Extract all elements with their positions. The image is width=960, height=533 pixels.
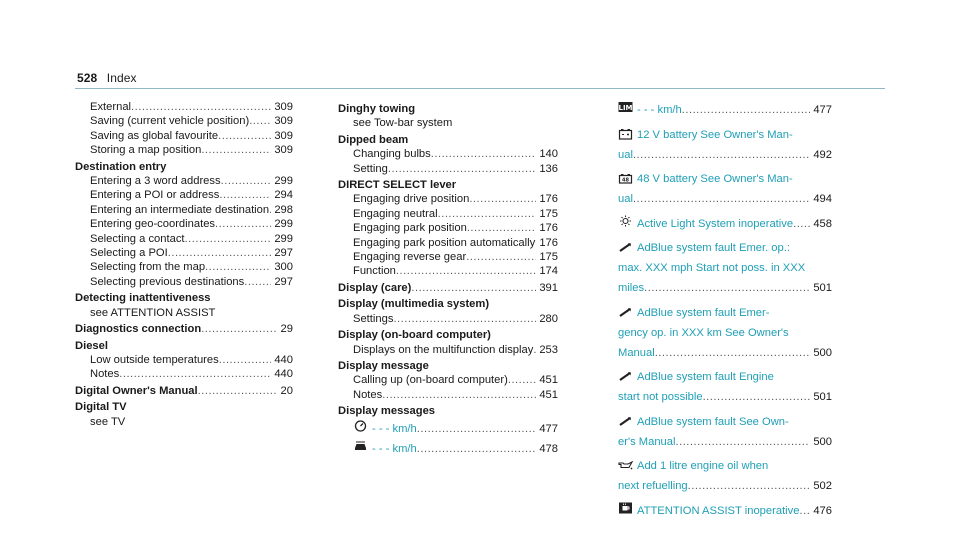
leader-dots [185, 232, 272, 246]
message-text: Add 1 litre engine oil when [637, 460, 769, 472]
entry-line [618, 100, 832, 120]
entry-line [618, 323, 832, 343]
entry-line [618, 125, 832, 145]
page-reference: 391 [539, 281, 558, 294]
adblue-icon [618, 306, 633, 318]
leader-dots [198, 384, 278, 398]
page-reference: 253 [539, 343, 558, 356]
page-reference: 176 [539, 193, 558, 206]
leader-dots [393, 312, 536, 326]
page-reference: 440 [274, 368, 293, 381]
svg-text:48: 48 [622, 177, 629, 184]
message-text: ATTENTION ASSIST inoperative [637, 504, 800, 517]
display-message-entry [618, 456, 832, 496]
page-reference: 140 [539, 148, 558, 161]
leader-dots [466, 250, 536, 264]
page-reference: 297 [274, 247, 293, 260]
index-subentry [338, 373, 558, 387]
page-reference: 297 [274, 275, 293, 288]
entry-text: Storing a map position [90, 144, 202, 157]
index-column-3 [618, 100, 832, 525]
index-subentry [75, 114, 293, 128]
leader-dots [535, 236, 536, 250]
display-message-entry [618, 238, 832, 298]
page-reference: 174 [539, 265, 558, 278]
entry-text: Calling up (on-board computer) [353, 374, 508, 387]
see-reference: see TV [90, 415, 126, 428]
index-subentry [75, 143, 293, 157]
leader-dots [508, 373, 536, 387]
light-sun-icon [618, 215, 633, 227]
page-reference: 494 [813, 193, 832, 205]
entry-line [618, 169, 832, 189]
entry-text: Notes [353, 388, 383, 401]
leader-dots [221, 174, 272, 188]
page-reference: 20 [280, 384, 293, 397]
entry-line [618, 145, 832, 165]
index-heading-entry [75, 322, 293, 336]
entry-line [618, 476, 832, 496]
page-reference: 175 [539, 251, 558, 264]
entry-text: Notes [90, 368, 120, 381]
entry-line [618, 214, 832, 234]
entry-text: Digital Owner's Manual [75, 384, 198, 397]
leader-dots [205, 260, 271, 274]
page-reference: 502 [813, 480, 832, 492]
display-message-entry [618, 169, 832, 209]
leader-dots [215, 217, 271, 231]
entry-text: - - - km/h [372, 422, 417, 435]
display-message-entry [618, 501, 832, 521]
see-reference: see ATTENTION ASSIST [90, 306, 216, 319]
page-reference: 492 [813, 148, 832, 161]
index-heading: DIRECT SELECT lever [338, 179, 457, 192]
leader-dots [688, 476, 811, 496]
message-text: next refuelling [618, 480, 688, 492]
index-subentry [338, 192, 558, 206]
entry-line [618, 238, 832, 258]
page-reference: 451 [539, 388, 558, 401]
leader-dots [244, 275, 271, 289]
page-reference: 309 [274, 101, 293, 113]
entry-text: Engaging drive position [353, 193, 470, 206]
entry-text: Diagnostics connection [75, 323, 202, 336]
display-message-entry [618, 100, 832, 120]
leader-dots [218, 129, 271, 143]
index-subentry [75, 232, 293, 246]
message-text: Manual [618, 346, 655, 359]
page-reference: 477 [539, 422, 558, 435]
index-heading: Dinghy towing [338, 103, 416, 115]
entry-line [618, 278, 832, 298]
leader-dots [431, 147, 537, 161]
entry-text: Saving (current vehicle position) [90, 115, 250, 128]
message-text: gency op. in XXX km See Owner's [618, 326, 789, 339]
leader-dots [382, 388, 536, 402]
page-reference: 451 [539, 374, 558, 387]
leader-dots [467, 221, 537, 235]
index-heading: Digital TV [75, 401, 127, 414]
page-reference: 176 [539, 222, 558, 235]
leader-dots [388, 162, 536, 176]
entry-text: Selecting a POI [90, 247, 168, 260]
index-subentry [75, 174, 293, 188]
index-column-1 [75, 100, 293, 429]
page-reference: 478 [539, 442, 558, 455]
page-reference: 309 [274, 129, 293, 142]
leader-dots [682, 100, 811, 120]
adblue-icon [618, 241, 633, 253]
message-text: AdBlue system fault Emer- [637, 306, 770, 319]
page-reference: 309 [274, 115, 293, 128]
entry-line [618, 456, 832, 476]
entry-text: Displays on the multifunction display [353, 343, 534, 356]
index-subentry [338, 312, 558, 326]
index-subentry [75, 260, 293, 274]
leader-dots [411, 281, 536, 295]
entry-text: Engaging neutral [353, 207, 438, 220]
entry-text: Selecting previous destinations [90, 275, 245, 288]
display-message-entry [618, 412, 832, 452]
distance-assist-car-icon [353, 440, 368, 452]
page-reference: 280 [539, 312, 558, 325]
svg-text:LIM: LIM [618, 103, 633, 112]
index-subentry [338, 343, 558, 357]
page-reference: 476 [813, 504, 832, 517]
entry-line [618, 432, 832, 452]
page-reference: 299 [274, 232, 293, 245]
leader-dots [438, 207, 537, 221]
page-reference: 298 [274, 203, 293, 216]
leader-dots [219, 188, 271, 202]
entry-text: Low outside temperatures [90, 353, 219, 366]
coffee-cup-icon [618, 502, 633, 514]
entry-text: Saving as global favourite [90, 129, 219, 142]
entry-text: Function [353, 265, 396, 278]
adblue-icon [618, 415, 633, 427]
index-icon-entry [338, 419, 558, 439]
speed-limit-cruise-icon [353, 420, 368, 432]
message-text: AdBlue system fault See Own- [637, 415, 789, 428]
leader-dots [168, 246, 272, 260]
index-subentry [338, 162, 558, 176]
message-text: miles [618, 282, 645, 294]
leader-dots [533, 343, 536, 357]
message-text: max. XXX mph Start not poss. in XXX [618, 262, 806, 274]
entry-text: Settings [353, 312, 394, 325]
message-text: 48 V battery See Owner's Man- [637, 173, 793, 185]
section-title: Index [106, 71, 137, 85]
leader-dots [269, 203, 271, 217]
page-number: 528 [77, 71, 98, 85]
page-reference: 294 [274, 189, 293, 202]
display-message-entry [618, 367, 832, 407]
index-subentry [75, 203, 293, 217]
page-reference: 299 [274, 175, 293, 188]
index-subentry [75, 246, 293, 260]
entry-line [618, 343, 832, 363]
entry-text: External [90, 101, 132, 113]
entry-text: Engaging reverse gear [353, 251, 467, 264]
index-heading: Dipped beam [338, 133, 409, 146]
entry-line [618, 258, 832, 278]
leader-dots [469, 192, 536, 206]
leader-dots [655, 343, 811, 363]
index-subentry [338, 207, 558, 221]
page-reference: 309 [274, 144, 293, 157]
leader-dots [675, 432, 810, 452]
entry-line [618, 189, 832, 209]
entry-text: Entering a POI or address [90, 189, 220, 202]
oil-can-icon [618, 459, 633, 471]
header-rule [75, 88, 885, 89]
entry-line [618, 303, 832, 323]
index-heading: Display (multimedia system) [338, 298, 490, 311]
index-subentry [75, 217, 293, 231]
display-message-entry [618, 303, 832, 363]
message-text: ual [618, 193, 633, 205]
see-reference: see Tow-bar system [353, 117, 453, 130]
page-reference: 136 [539, 162, 558, 175]
page-reference: 501 [813, 391, 832, 403]
page-reference: 175 [539, 207, 558, 220]
page-header [77, 71, 137, 85]
entry-text: Selecting from the map [90, 261, 206, 274]
page-reference: 299 [274, 218, 293, 231]
index-subentry [75, 353, 293, 367]
leader-dots [131, 100, 271, 114]
leader-dots [633, 189, 810, 209]
entry-line [618, 412, 832, 432]
index-heading: Display messages [338, 405, 436, 418]
adblue-icon [618, 370, 633, 382]
message-text: - - - km/h [637, 104, 682, 116]
leader-dots [417, 419, 537, 439]
page-reference: 440 [274, 353, 293, 366]
display-message-entry [618, 214, 832, 234]
index-subentry [75, 275, 293, 289]
leader-dots [417, 439, 537, 459]
entry-text: Selecting a contact [90, 232, 185, 245]
leader-dots [633, 145, 810, 165]
leader-dots [249, 114, 271, 128]
index-subentry [75, 188, 293, 202]
page-reference: 458 [813, 217, 832, 230]
index-heading-entry [338, 281, 558, 295]
display-message-entry [618, 125, 832, 165]
index-column-2 [338, 100, 558, 459]
index-subentry [75, 367, 293, 381]
page-reference: 300 [274, 261, 293, 274]
leader-dots [703, 387, 811, 407]
entry-line [618, 501, 832, 521]
leader-dots [119, 367, 271, 381]
message-text: AdBlue system fault Emer. op.: [637, 242, 790, 254]
entry-text: - - - km/h [372, 442, 417, 455]
message-text: Active Light System inoperative [637, 217, 794, 230]
index-subentry [338, 147, 558, 161]
entry-text: Changing bulbs [353, 148, 431, 161]
message-text: start not possible [618, 391, 703, 403]
page-reference: 501 [813, 282, 832, 294]
entry-text: Engaging park position automatically [353, 236, 536, 249]
lim-icon [618, 101, 633, 113]
index-subentry [75, 129, 293, 143]
entry-text: Engaging park position [353, 222, 467, 235]
index-subentry [338, 236, 558, 250]
entry-text: Setting [353, 162, 388, 175]
index-heading-entry [75, 384, 293, 398]
message-text: AdBlue system fault Engine [637, 371, 774, 383]
index-heading: Display (on-board computer) [338, 329, 491, 342]
entry-text: Entering geo-coordinates [90, 218, 216, 231]
leader-dots [644, 278, 810, 298]
entry-line [618, 387, 832, 407]
page-reference: 176 [539, 236, 558, 249]
battery-12v-icon [618, 128, 633, 140]
entry-line [618, 367, 832, 387]
page-reference: 477 [813, 104, 832, 116]
page-reference: 29 [280, 323, 293, 336]
index-icon-entry [338, 439, 558, 459]
index-subentry [338, 221, 558, 235]
index-subentry [338, 250, 558, 264]
index-heading: Destination entry [75, 160, 167, 173]
leader-dots [793, 214, 810, 234]
leader-dots [219, 353, 272, 367]
index-subentry [75, 100, 293, 114]
message-text: ual [618, 148, 633, 161]
leader-dots [396, 264, 536, 278]
entry-text: Entering an intermediate destination [90, 203, 270, 216]
battery-48v-icon [618, 172, 633, 184]
leader-dots [799, 501, 810, 521]
leader-dots [201, 143, 271, 157]
entry-text: Entering a 3 word address [90, 175, 221, 188]
index-heading: Detecting inattentiveness [75, 292, 211, 305]
index-heading: Display message [338, 359, 429, 372]
index-subentry [338, 264, 558, 278]
page-reference: 500 [813, 346, 832, 359]
message-text: 12 V battery See Owner's Man- [637, 128, 793, 141]
page-reference: 500 [813, 435, 832, 448]
leader-dots [201, 322, 277, 336]
index-subentry [338, 388, 558, 402]
message-text: er's Manual [618, 435, 676, 448]
entry-text: Display (care) [338, 281, 412, 294]
index-heading: Diesel [75, 339, 108, 352]
